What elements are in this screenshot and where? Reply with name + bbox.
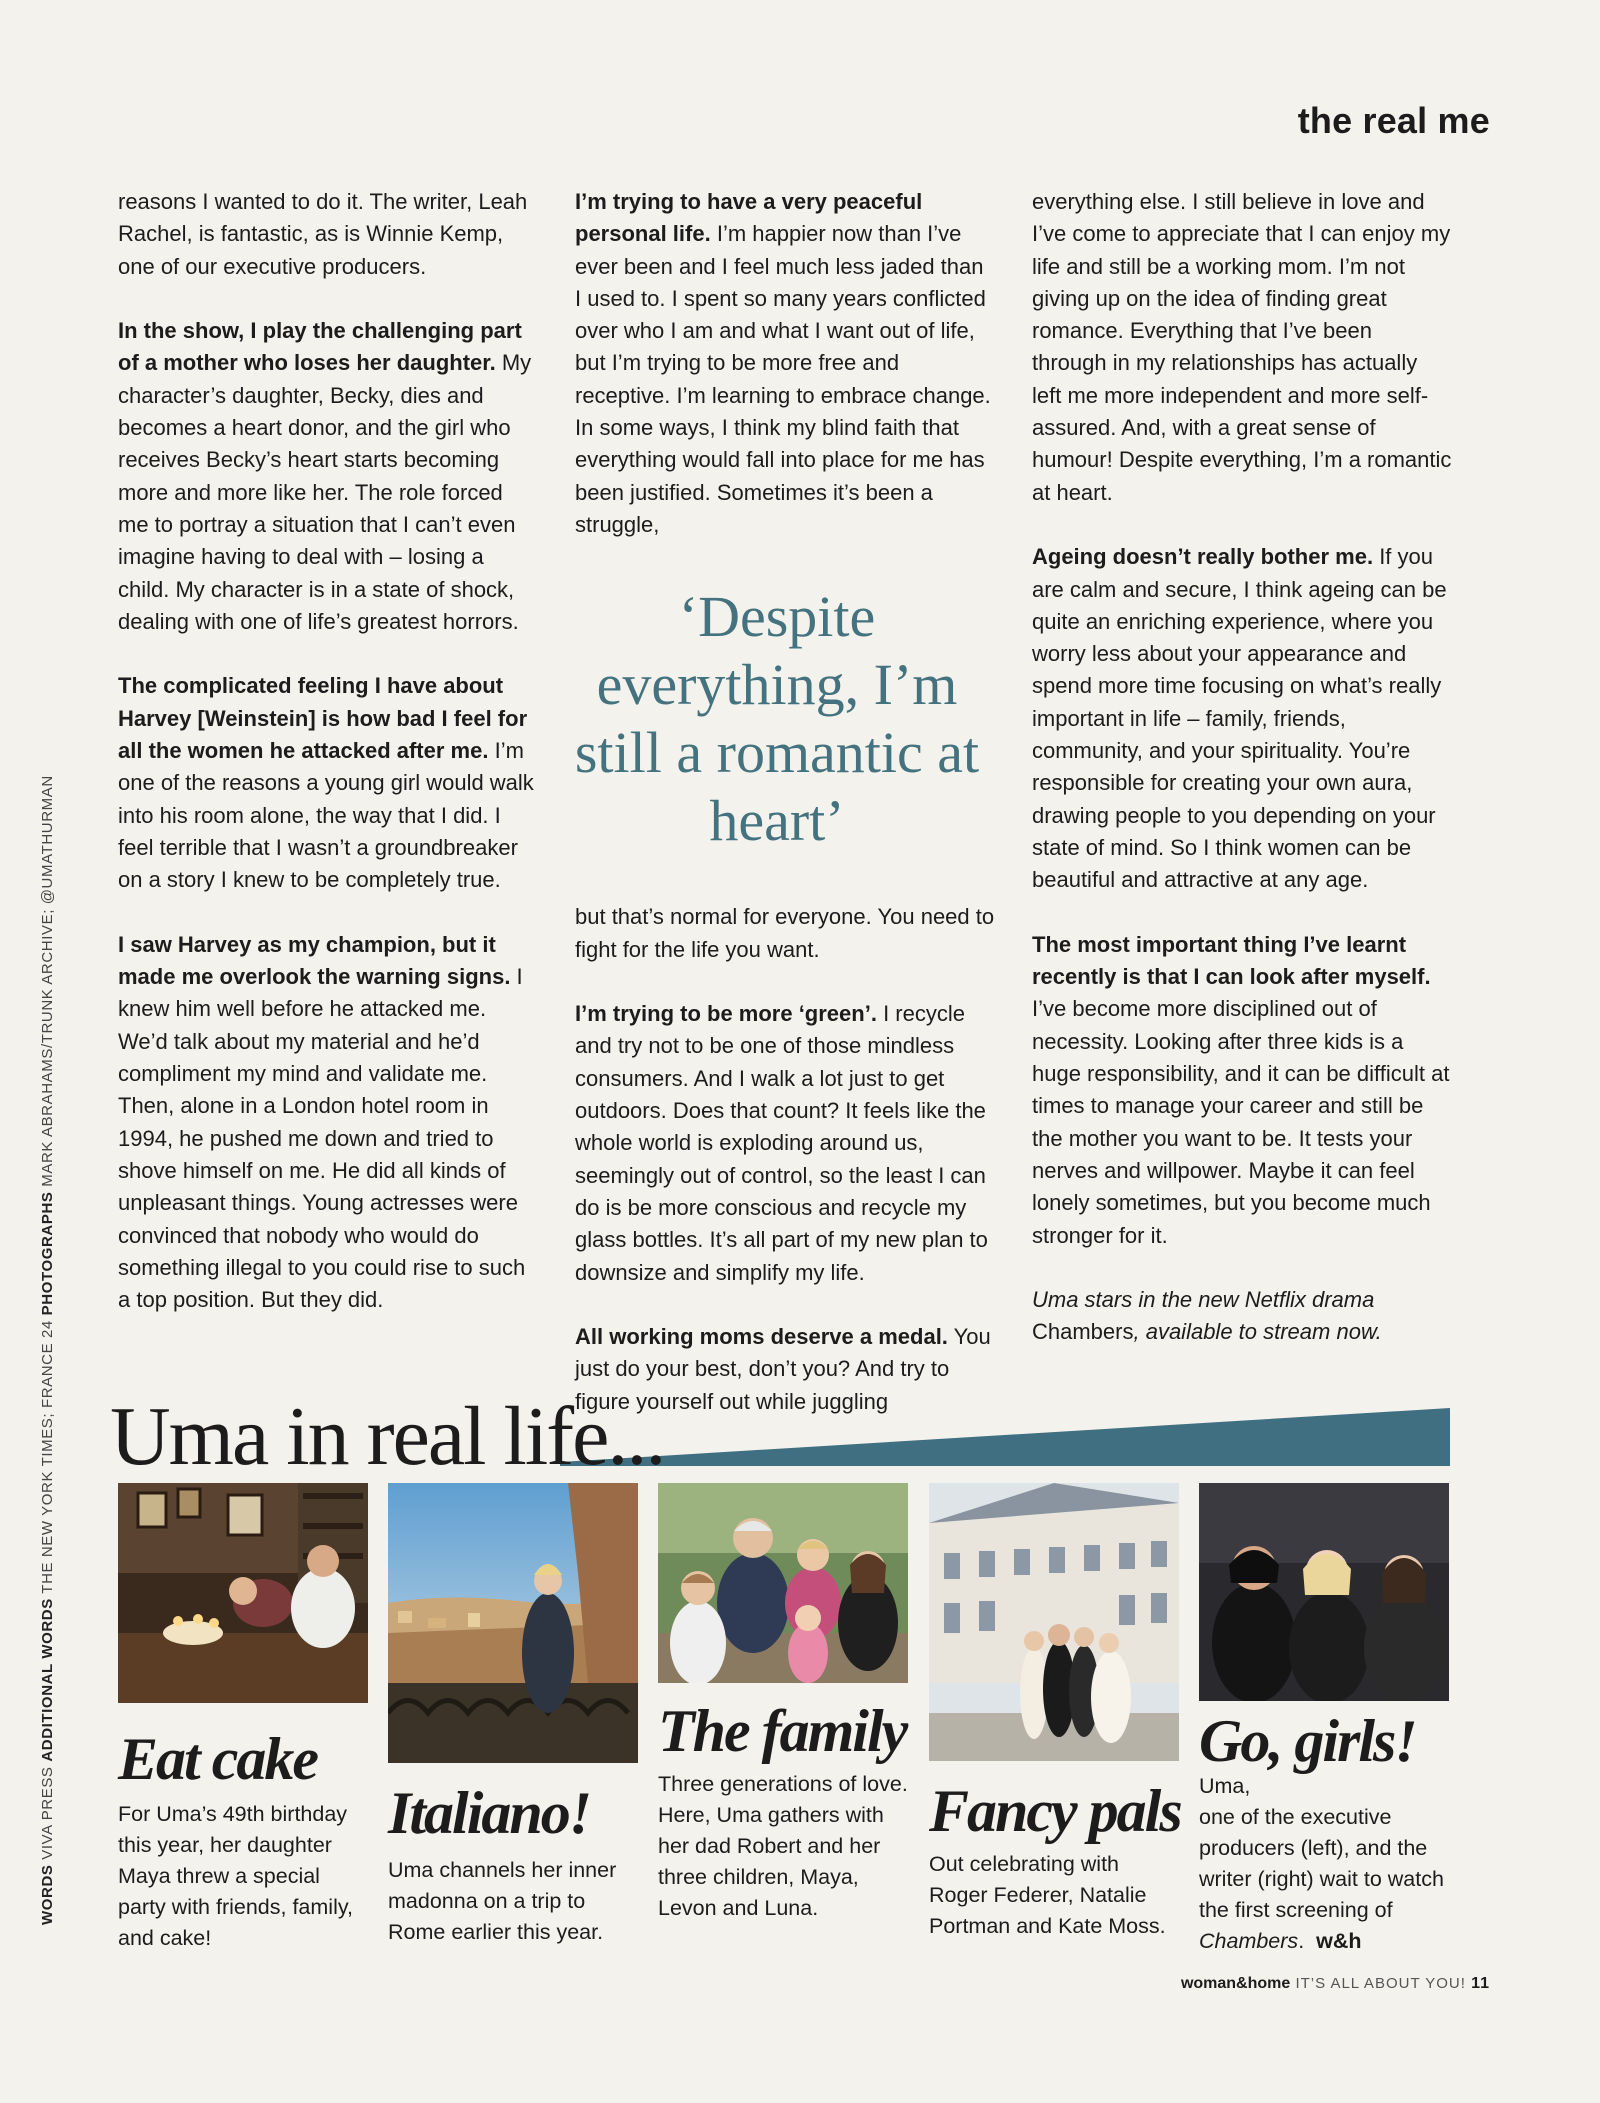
photo-card-the-family	[658, 1483, 908, 1924]
pull-quote: ‘Despite everything, I’m still a romantic at heart’	[574, 584, 980, 854]
footer-brand: woman&home	[1180, 1975, 1291, 1992]
paragraph	[1032, 541, 1452, 896]
caption-title: Italiano!	[388, 1780, 591, 1846]
credit-words-label: WORDS	[39, 1864, 56, 1925]
show-title: Chambers	[1032, 1319, 1134, 1345]
page-number: 11	[1471, 1975, 1490, 1992]
caption-text: For Uma’s 49th birthday this year, her daughter Maya threw a special party with friends, family, and cake!	[118, 1802, 353, 1950]
paragraph-lead: The complicated feeling I have about Harvey [Weinstein] is how bad I feel for all the women he attacked after me.	[118, 673, 528, 764]
photo-screening	[1199, 1483, 1449, 1701]
caption-title: Go, girls!	[1199, 1708, 1416, 1774]
caption-header	[1199, 1708, 1449, 1802]
page-footer	[1181, 1975, 1490, 1993]
paragraph-body: I recycle and try not to be one of those mindless consumers. And I walk a lot just to get outdoors. Does that count? It feels like the whole world is exploding around us, seemingly out of control, so the least I can do is be more conscious and recycle my glass bottles. It’s all part of my new plan to downsize and simplify my life.	[575, 1001, 988, 1285]
paragraph-lead: All working moms deserve a medal.	[575, 1324, 948, 1350]
caption-title: The family	[658, 1698, 907, 1764]
paragraph	[118, 315, 538, 638]
paragraph	[1032, 929, 1452, 1252]
paragraph	[118, 929, 538, 1317]
paragraph-body: You just do your best, don’t you? And try to figure yourself out while juggling	[575, 1324, 991, 1414]
article-column-3	[1032, 186, 1452, 1349]
caption-text: Three generations of love. Here, Uma gathers with her dad Robert and her three children, Maya, Levon and Luna.	[658, 1772, 908, 1920]
paragraph-body: I’m happier now than I’ve ever been and I feel much less jaded than I used to. I spent so many years conflicted over who I am and what I want out of life, but I’m trying to be more free and receptive. I’m learning to embrace change. In some ways, I think my blind faith that everything would fall into place for me has been justified. Sometimes it’s been a struggle,	[575, 221, 991, 537]
photo-birthday-party	[118, 1483, 368, 1703]
article-column-2	[575, 186, 995, 1418]
photo-card-fancy-pals	[929, 1483, 1179, 1942]
caption-text: Out celebrating with Roger Federer, Natalie Portman and Kate Moss.	[929, 1852, 1166, 1938]
photo-credits	[39, 775, 56, 1925]
paragraph: everything else. I still believe in love and I’ve come to appreciate that I can enjoy my life and still be a working mom. I’m not giving up on the idea of finding great romance. Everything that I’ve been through in my relationships has actually left me more independent and more self-assured. And, with a great sense of humour! Despite everything, I’m a romantic at heart.	[1032, 189, 1452, 505]
paragraph	[575, 998, 995, 1289]
article-column-1	[118, 186, 538, 1316]
strip-accent-bar	[560, 1408, 1450, 1466]
footer-tagline: IT’S ALL ABOUT YOU!	[1295, 1975, 1466, 1992]
caption-text	[1199, 1802, 1449, 1957]
photo-card-eat-cake	[118, 1483, 368, 1954]
strip-title: Uma in real life...	[110, 1390, 665, 1483]
paragraph	[118, 670, 538, 896]
paragraph-lead: I’m trying to be more ‘green’.	[575, 1001, 877, 1027]
paragraph	[575, 186, 995, 541]
credit-additional-label: ADDITIONAL WORDS	[39, 1598, 56, 1762]
paragraph-lead: I’m trying to have a very peaceful personal life.	[575, 189, 923, 247]
paragraph-body: I’m one of the reasons a young girl would walk into his room alone, the way that I did. I feel terrible that I wasn’t a groundbreaker on a story I knew to be completely true.	[118, 738, 534, 893]
credit-words-value: VIVA PRESS	[39, 1766, 56, 1860]
caption-text-end: .	[1298, 1929, 1305, 1953]
paragraph-body: If you are calm and secure, I think ageing can be quite an enriching experience, where you worry less about your appearance and spend more time focusing on what’s really important in life – family, friends, community, and your spirituality. You’re responsible for creating your own aura, drawing people to you depending on your state of mind. So I think women can be beautiful and attractive at any age.	[1032, 544, 1447, 893]
caption-title: Eat cake	[118, 1726, 317, 1792]
photo-card-italiano	[388, 1483, 638, 1948]
photo-family	[658, 1483, 908, 1683]
photo-card-go-girls	[1199, 1483, 1449, 1957]
section-tag: the real me	[1297, 100, 1490, 141]
show-credit-text: Uma stars in the new Netflix drama	[1032, 1287, 1375, 1313]
show-credit	[1032, 1284, 1452, 1349]
paragraph-body: I knew him well before he attacked me. We’d talk about my material and he’d compliment my mind and validate me. Then, alone in a London hotel room in 1994, he pushed me down and tried to shove himself on me. He did all kinds of unpleasant things. Young actresses were convinced that nobody who would do something illegal to you could rise to such a top position. But they did.	[118, 964, 526, 1313]
caption-show-title: Chambers	[1199, 1929, 1299, 1953]
sign-off: w&h	[1316, 1929, 1362, 1953]
paragraph-lead: The most important thing I’ve learnt recently is that I can look after myself.	[1032, 931, 1431, 990]
caption-text-lead: Uma,	[1199, 1774, 1251, 1798]
paragraph-lead: I saw Harvey as my champion, but it made me overlook the warning signs.	[118, 931, 511, 990]
paragraph: but that’s normal for everyone. You need to fight for the life you want.	[575, 904, 995, 962]
credit-photos-label: PHOTOGRAPHS	[39, 1191, 56, 1316]
credit-additional-value: THE NEW YORK TIMES; FRANCE 24	[39, 1320, 56, 1594]
photo-rome-trip	[388, 1483, 638, 1763]
show-credit-text: , available to stream now.	[1133, 1319, 1382, 1345]
paragraph: reasons I wanted to do it. The writer, Leah Rachel, is fantastic, as is Winnie Kemp, one of our executive producers.	[118, 189, 528, 279]
caption-text: Uma channels her inner madonna on a trip to Rome earlier this year.	[388, 1858, 617, 1944]
paragraph-body: My character’s daughter, Becky, dies and becomes a heart donor, and the girl who receives Becky’s heart starts becoming more and more like her. The role forced me to portray a situation that I can’t even imagine having to deal with – losing a child. My character is in a state of shock, dealing with one of life’s greatest horrors.	[118, 350, 532, 634]
caption-text-body: one of the executive producers (left), and the writer (right) wait to watch the first screening of	[1199, 1805, 1444, 1922]
paragraph-lead: Ageing doesn’t really bother me.	[1032, 544, 1374, 570]
caption-title: Fancy pals	[929, 1778, 1181, 1844]
paragraph-body: I’ve become more disciplined out of necessity. Looking after three kids is a huge responsibility, and it can be difficult at times to manage your career and still be the mother you want to be. It tests your nerves and willpower. Maybe it can feel lonely sometimes, but you become much stronger for it.	[1032, 996, 1450, 1248]
paragraph-lead: In the show, I play the challenging part of a mother who loses her daughter.	[118, 318, 522, 376]
credit-photos-value: MARK ABRAHAMS/TRUNK ARCHIVE; @UMATHURMAN	[39, 775, 56, 1187]
photo-celebration	[929, 1483, 1179, 1761]
